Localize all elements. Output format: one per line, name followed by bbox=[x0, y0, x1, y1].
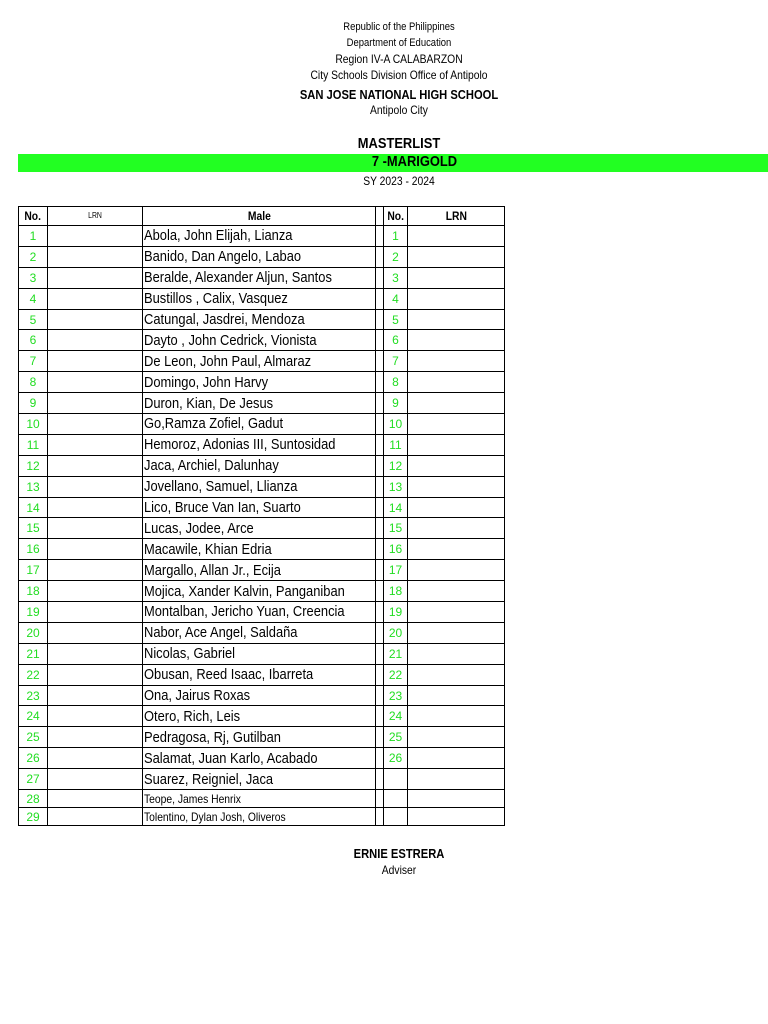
row-number-right: 12 bbox=[384, 455, 408, 476]
student-name: Teope, James Henrix bbox=[144, 791, 241, 806]
table-row bbox=[19, 539, 505, 560]
row-number: 11 bbox=[19, 434, 48, 455]
row-spacer bbox=[376, 497, 384, 518]
student-name: Nicolas, Gabriel bbox=[144, 645, 236, 663]
row-number: 19 bbox=[19, 602, 48, 623]
row-number-right: 9 bbox=[384, 393, 408, 414]
row-lrn-right bbox=[408, 706, 505, 727]
student-name-cell bbox=[143, 497, 376, 518]
student-name-cell bbox=[143, 351, 376, 372]
header-city: Antipolo City bbox=[370, 103, 428, 117]
row-number: 12 bbox=[19, 455, 48, 476]
row-lrn-right bbox=[408, 434, 505, 455]
student-name: Jaca, Archiel, Dalunhay bbox=[144, 457, 279, 475]
row-lrn bbox=[48, 414, 143, 435]
student-name: Banido, Dan Angelo, Labao bbox=[144, 248, 302, 266]
table-row bbox=[19, 622, 505, 643]
table-row bbox=[19, 288, 505, 309]
row-spacer bbox=[376, 581, 384, 602]
row-lrn-right bbox=[408, 246, 505, 267]
row-lrn bbox=[48, 581, 143, 602]
student-name-cell bbox=[143, 727, 376, 748]
row-spacer bbox=[376, 748, 384, 769]
row-lrn bbox=[48, 808, 143, 826]
table-row bbox=[19, 372, 505, 393]
table-row bbox=[19, 226, 505, 247]
row-spacer bbox=[376, 226, 384, 247]
row-number: 2 bbox=[19, 246, 48, 267]
row-number: 25 bbox=[19, 727, 48, 748]
table-row bbox=[19, 476, 505, 497]
row-lrn-right bbox=[408, 226, 505, 247]
row-spacer bbox=[376, 330, 384, 351]
row-lrn bbox=[48, 539, 143, 560]
student-name-cell bbox=[143, 602, 376, 623]
row-lrn bbox=[48, 664, 143, 685]
row-number: 20 bbox=[19, 622, 48, 643]
student-name: Tolentino, Dylan Josh, Oliveros bbox=[144, 809, 286, 824]
student-name: Obusan, Reed Isaac, Ibarreta bbox=[144, 666, 314, 684]
row-lrn-right bbox=[408, 560, 505, 581]
table-row bbox=[19, 309, 505, 330]
row-lrn bbox=[48, 769, 143, 790]
row-lrn-right bbox=[408, 664, 505, 685]
table-row bbox=[19, 414, 505, 435]
row-number-right: 17 bbox=[384, 560, 408, 581]
student-name: Montalban, Jericho Yuan, Creencia bbox=[144, 603, 345, 621]
student-name-cell bbox=[143, 393, 376, 414]
table-row bbox=[19, 748, 505, 769]
table-row bbox=[19, 351, 505, 372]
row-number: 14 bbox=[19, 497, 48, 518]
row-number: 4 bbox=[19, 288, 48, 309]
school-year: SY 2023 - 2024 bbox=[363, 174, 435, 188]
row-lrn-right bbox=[408, 309, 505, 330]
row-spacer bbox=[376, 288, 384, 309]
table-row bbox=[19, 643, 505, 664]
student-name: Lico, Bruce Van Ian, Suarto bbox=[144, 499, 301, 517]
row-number-right: 2 bbox=[384, 246, 408, 267]
row-lrn-right bbox=[408, 539, 505, 560]
student-name: Hemoroz, Adonias III, Suntosidad bbox=[144, 436, 336, 454]
row-lrn bbox=[48, 372, 143, 393]
row-number: 5 bbox=[19, 309, 48, 330]
row-lrn-right bbox=[408, 622, 505, 643]
table-row bbox=[19, 664, 505, 685]
row-lrn bbox=[48, 267, 143, 288]
student-name: Go,Ramza Zofiel, Gadut bbox=[144, 415, 284, 433]
row-number: 13 bbox=[19, 476, 48, 497]
section-band bbox=[18, 154, 768, 172]
student-name: Beralde, Alexander Aljun, Santos bbox=[144, 269, 332, 287]
row-number-right: 6 bbox=[384, 330, 408, 351]
row-spacer bbox=[376, 455, 384, 476]
student-name-cell bbox=[143, 246, 376, 267]
row-lrn bbox=[48, 518, 143, 539]
row-number-right: 7 bbox=[384, 351, 408, 372]
row-number-right: 10 bbox=[384, 414, 408, 435]
row-number-right: 16 bbox=[384, 539, 408, 560]
row-spacer bbox=[376, 790, 384, 808]
row-spacer bbox=[376, 685, 384, 706]
student-name-cell bbox=[143, 748, 376, 769]
row-lrn-right bbox=[408, 685, 505, 706]
row-spacer bbox=[376, 476, 384, 497]
row-lrn bbox=[48, 602, 143, 623]
row-lrn bbox=[48, 351, 143, 372]
header-region: Region IV-A CALABARZON bbox=[335, 52, 463, 66]
row-number: 24 bbox=[19, 706, 48, 727]
section-name: 7 -MARIGOLD bbox=[371, 153, 458, 170]
row-lrn bbox=[48, 748, 143, 769]
row-number-right: 21 bbox=[384, 643, 408, 664]
table-row bbox=[19, 581, 505, 602]
row-number-right: 18 bbox=[384, 581, 408, 602]
student-name-cell bbox=[143, 309, 376, 330]
row-spacer bbox=[376, 434, 384, 455]
student-name-cell bbox=[143, 643, 376, 664]
row-lrn-right bbox=[408, 602, 505, 623]
row-lrn-right bbox=[408, 455, 505, 476]
table-row bbox=[19, 685, 505, 706]
row-lrn-right bbox=[408, 330, 505, 351]
row-spacer bbox=[376, 372, 384, 393]
row-number: 23 bbox=[19, 685, 48, 706]
student-name: Suarez, Reigniel, Jaca bbox=[144, 770, 274, 788]
row-number: 28 bbox=[19, 790, 48, 808]
table-row bbox=[19, 808, 505, 826]
row-number: 8 bbox=[19, 372, 48, 393]
row-lrn bbox=[48, 434, 143, 455]
row-number: 27 bbox=[19, 769, 48, 790]
table-row bbox=[19, 267, 505, 288]
row-lrn-right bbox=[408, 267, 505, 288]
row-number: 10 bbox=[19, 414, 48, 435]
row-spacer bbox=[376, 539, 384, 560]
row-lrn-right bbox=[408, 748, 505, 769]
table-row bbox=[19, 434, 505, 455]
row-number-right: 19 bbox=[384, 602, 408, 623]
row-spacer bbox=[376, 267, 384, 288]
student-name: Jovellano, Samuel, Llianza bbox=[144, 478, 298, 496]
row-number-right: 20 bbox=[384, 622, 408, 643]
row-lrn-right bbox=[408, 790, 505, 808]
col-spacer bbox=[376, 207, 384, 226]
student-name-cell bbox=[143, 434, 376, 455]
row-number-right: 5 bbox=[384, 309, 408, 330]
table-row bbox=[19, 330, 505, 351]
row-number: 17 bbox=[19, 560, 48, 581]
row-number-right: 8 bbox=[384, 372, 408, 393]
row-lrn bbox=[48, 246, 143, 267]
page-title: MASTERLIST bbox=[357, 135, 441, 152]
row-lrn-right bbox=[408, 288, 505, 309]
adviser-name: ERNIE ESTRERA bbox=[353, 846, 445, 861]
student-name: Pedragosa, Rj, Gutilban bbox=[144, 728, 281, 746]
row-number: 26 bbox=[19, 748, 48, 769]
col-lrn-left: LRN bbox=[48, 207, 143, 226]
row-lrn bbox=[48, 643, 143, 664]
student-name-cell bbox=[143, 560, 376, 581]
student-name: Abola, John Elijah, Lianza bbox=[144, 227, 293, 245]
row-number: 21 bbox=[19, 643, 48, 664]
student-name: De Leon, John Paul, Almaraz bbox=[144, 352, 312, 370]
student-name: Catungal, Jasdrei, Mendoza bbox=[144, 311, 305, 328]
student-name-cell bbox=[143, 664, 376, 685]
row-lrn bbox=[48, 309, 143, 330]
student-name: Ona, Jairus Roxas bbox=[144, 687, 251, 705]
table-header-row bbox=[19, 207, 505, 226]
row-number: 3 bbox=[19, 267, 48, 288]
student-name: Dayto , John Cedrick, Vionista bbox=[144, 331, 317, 349]
row-number-right bbox=[384, 769, 408, 790]
student-name: Otero, Rich, Leis bbox=[144, 707, 241, 725]
student-name-cell bbox=[143, 581, 376, 602]
row-number-right: 13 bbox=[384, 476, 408, 497]
row-lrn bbox=[48, 455, 143, 476]
row-lrn bbox=[48, 685, 143, 706]
student-name-cell bbox=[143, 790, 376, 808]
table-row bbox=[19, 393, 505, 414]
student-name: Duron, Kian, De Jesus bbox=[144, 394, 274, 412]
row-lrn bbox=[48, 476, 143, 497]
table-row bbox=[19, 560, 505, 581]
row-number-right: 26 bbox=[384, 748, 408, 769]
student-name-cell bbox=[143, 808, 376, 826]
student-name: Domingo, John Harvy bbox=[144, 373, 269, 391]
row-spacer bbox=[376, 808, 384, 826]
row-number: 15 bbox=[19, 518, 48, 539]
row-number-right bbox=[384, 790, 408, 808]
row-lrn bbox=[48, 288, 143, 309]
student-name: Salamat, Juan Karlo, Acabado bbox=[144, 749, 318, 767]
row-number-right: 15 bbox=[384, 518, 408, 539]
student-name-cell bbox=[143, 539, 376, 560]
row-spacer bbox=[376, 414, 384, 435]
masterlist-table bbox=[18, 206, 505, 826]
row-number: 18 bbox=[19, 581, 48, 602]
row-number: 16 bbox=[19, 539, 48, 560]
row-spacer bbox=[376, 664, 384, 685]
student-name-cell bbox=[143, 414, 376, 435]
student-name-cell bbox=[143, 288, 376, 309]
row-spacer bbox=[376, 727, 384, 748]
row-spacer bbox=[376, 560, 384, 581]
row-number-right: 23 bbox=[384, 685, 408, 706]
table-row bbox=[19, 790, 505, 808]
student-name-cell bbox=[143, 226, 376, 247]
student-name-cell bbox=[143, 372, 376, 393]
row-lrn bbox=[48, 622, 143, 643]
row-number: 9 bbox=[19, 393, 48, 414]
row-lrn bbox=[48, 226, 143, 247]
row-number-right: 1 bbox=[384, 226, 408, 247]
row-lrn-right bbox=[408, 372, 505, 393]
row-lrn bbox=[48, 330, 143, 351]
row-spacer bbox=[376, 706, 384, 727]
row-spacer bbox=[376, 309, 384, 330]
row-number: 6 bbox=[19, 330, 48, 351]
row-number-right: 22 bbox=[384, 664, 408, 685]
row-lrn bbox=[48, 560, 143, 581]
row-lrn-right bbox=[408, 497, 505, 518]
table-row bbox=[19, 246, 505, 267]
student-name-cell bbox=[143, 455, 376, 476]
student-name-cell bbox=[143, 769, 376, 790]
row-number-right: 4 bbox=[384, 288, 408, 309]
row-lrn bbox=[48, 790, 143, 808]
header-department: Department of Education bbox=[346, 37, 452, 49]
row-lrn-right bbox=[408, 414, 505, 435]
row-spacer bbox=[376, 393, 384, 414]
table-row bbox=[19, 518, 505, 539]
table-row bbox=[19, 727, 505, 748]
student-name-cell bbox=[143, 518, 376, 539]
row-number: 22 bbox=[19, 664, 48, 685]
student-name-cell bbox=[143, 685, 376, 706]
row-lrn bbox=[48, 393, 143, 414]
student-name: Margallo, Allan Jr., Ecija bbox=[144, 561, 281, 579]
row-spacer bbox=[376, 643, 384, 664]
header-republic: Republic of the Philippines bbox=[343, 21, 455, 33]
student-name-cell bbox=[143, 267, 376, 288]
row-lrn bbox=[48, 497, 143, 518]
header-school-name: SAN JOSE NATIONAL HIGH SCHOOL bbox=[299, 87, 499, 102]
table-row bbox=[19, 769, 505, 790]
row-lrn-right bbox=[408, 351, 505, 372]
student-name: Lucas, Jodee, Arce bbox=[144, 519, 254, 537]
student-name-cell bbox=[143, 706, 376, 727]
row-lrn-right bbox=[408, 393, 505, 414]
row-lrn-right bbox=[408, 643, 505, 664]
student-name: Macawile, Khian Edria bbox=[144, 540, 272, 558]
row-number: 29 bbox=[19, 808, 48, 826]
row-number-right: 14 bbox=[384, 497, 408, 518]
student-name-cell bbox=[143, 330, 376, 351]
col-lrn-right: LRN bbox=[408, 207, 505, 226]
student-name-cell bbox=[143, 622, 376, 643]
row-spacer bbox=[376, 518, 384, 539]
table-row bbox=[19, 602, 505, 623]
row-number-right bbox=[384, 808, 408, 826]
row-spacer bbox=[376, 351, 384, 372]
row-spacer bbox=[376, 769, 384, 790]
row-lrn-right bbox=[408, 476, 505, 497]
row-number-right: 25 bbox=[384, 727, 408, 748]
row-lrn-right bbox=[408, 581, 505, 602]
row-number-right: 11 bbox=[384, 434, 408, 455]
row-lrn-right bbox=[408, 769, 505, 790]
col-no-right: No. bbox=[384, 207, 408, 226]
table-row bbox=[19, 497, 505, 518]
row-number-right: 3 bbox=[384, 267, 408, 288]
col-no-left: No. bbox=[19, 207, 48, 226]
row-lrn-right bbox=[408, 808, 505, 826]
row-spacer bbox=[376, 246, 384, 267]
adviser-role: Adviser bbox=[381, 863, 417, 877]
header-division: City Schools Division Office of Antipolo bbox=[310, 68, 488, 82]
row-spacer bbox=[376, 602, 384, 623]
student-name: Bustillos , Calix, Vasquez bbox=[144, 290, 288, 308]
row-spacer bbox=[376, 622, 384, 643]
student-name-cell bbox=[143, 476, 376, 497]
table-body bbox=[19, 226, 505, 826]
student-name: Nabor, Ace Angel, Saldaña bbox=[144, 624, 298, 642]
row-lrn-right bbox=[408, 727, 505, 748]
row-lrn bbox=[48, 706, 143, 727]
col-male: Male bbox=[143, 207, 376, 226]
row-number: 7 bbox=[19, 351, 48, 372]
table-row bbox=[19, 455, 505, 476]
table-row bbox=[19, 706, 505, 727]
student-name: Mojica, Xander Kalvin, Panganiban bbox=[144, 582, 345, 600]
row-lrn bbox=[48, 727, 143, 748]
row-number-right: 24 bbox=[384, 706, 408, 727]
row-lrn-right bbox=[408, 518, 505, 539]
row-number: 1 bbox=[19, 226, 48, 247]
